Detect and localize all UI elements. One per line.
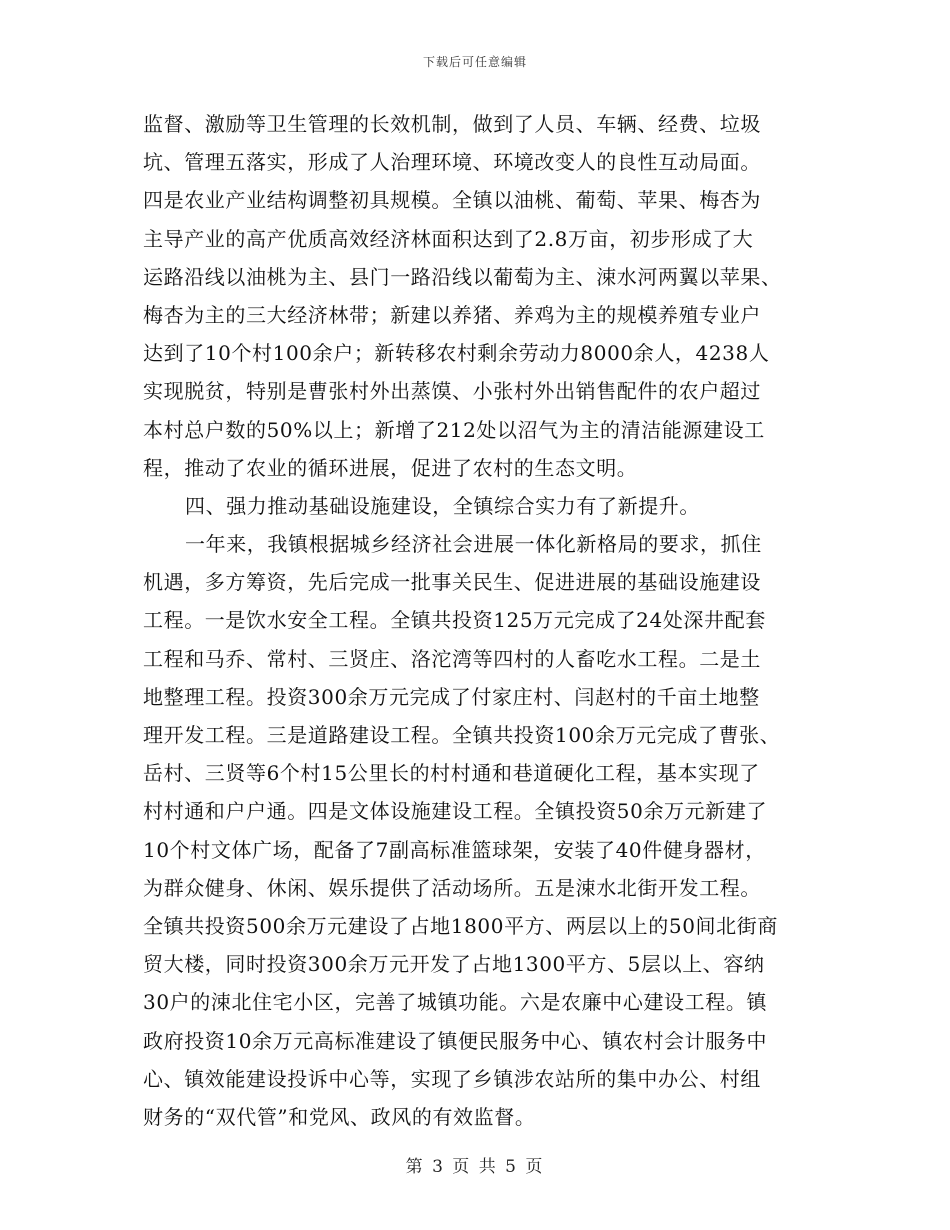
page-header: 下载后可任意编辑 <box>422 55 527 69</box>
body-line-9: 本村总户数的50%以上；新增了212处以沼气为主的清洁能源建设工 <box>143 417 765 442</box>
body-line-5: 运路沿线以油桃为主、县门一路沿线以葡萄为主、涑水河两翼以苹果、 <box>143 264 782 289</box>
body-line-26: 心、镇效能建设投诉中心等，实现了乡镇涉农站所的集中办公、村组 <box>143 1066 761 1091</box>
body-line-6: 梅杏为主的三大经济林带；新建以养猪、养鸡为主的规模养殖专业户 <box>143 302 761 327</box>
body-line-4: 主导产业的高产优质高效经济林面积达到了2.8万亩，初步形成了大 <box>143 226 754 251</box>
body-line-24: 30户的涑北住宅小区，完善了城镇功能。六是农廉中心建设工程。镇 <box>143 990 768 1015</box>
body-line-27: 财务的“双代管”和党风、政风的有效监督。 <box>143 1104 536 1129</box>
body-line-18: 岳村、三贤等6个村15公里长的村村通和巷道硬化工程，基本实现了 <box>143 761 760 786</box>
body-line-19: 村村通和户户通。四是文体设施建设工程。全镇投资50余万元新建了 <box>143 799 768 824</box>
body-line-8: 实现脱贫，特别是曹张村外出蒸馍、小张村外出销售配件的农户超过 <box>143 379 761 404</box>
body-line-16: 地整理工程。投资300余万元完成了付家庄村、闫赵村的千亩土地整 <box>143 684 760 709</box>
document-body <box>143 105 803 1136</box>
body-line-7: 达到了10个村100余户；新转移农村剩余劳动力8000余人，4238人 <box>143 341 770 366</box>
body-line-3: 四是农业产业结构调整初具规模。全镇以油桃、葡萄、苹果、梅杏为 <box>143 188 761 213</box>
body-line-25: 政府投资10余万元高标准建设了镇便民服务中心、镇农村会计服务中 <box>143 1028 768 1053</box>
section-heading: 四、强力推动基础设施建设，全镇综合实力有了新提升。 <box>185 493 700 518</box>
body-line-15: 工程和马乔、常村、三贤庄、洛沱湾等四村的人畜吃水工程。二是土 <box>143 646 761 671</box>
body-line-1: 监督、激励等卫生管理的长效机制，做到了人员、车辆、经费、垃圾 <box>143 112 761 136</box>
body-line-10: 程，推动了农业的循环进展，促进了农村的生态文明。 <box>143 455 638 480</box>
body-line-17: 理开发工程。三是道路建设工程。全镇共投资100余万元完成了曹张、 <box>143 723 781 747</box>
body-line-21: 为群众健身、休闲、娱乐提供了活动场所。五是涑水北街开发工程。 <box>143 875 761 900</box>
paragraph-first-line: 一年来，我镇根据城乡经济社会进展一体化新格局的要求，抓住 <box>185 532 762 557</box>
body-line-23: 贸大楼，同时投资300余万元开发了占地1300平方、5层以上、容纳 <box>143 952 765 977</box>
body-line-13: 机遇，多方筹资，先后完成一批事关民生、促进进展的基础设施建设 <box>143 570 761 595</box>
body-line-2: 坑、管理五落实，形成了人治理环境、环境改变人的良性互动局面。 <box>143 150 761 175</box>
body-line-20: 10个村文体广场，配备了7副高标准篮球架，安装了40件健身器材， <box>143 837 766 862</box>
page-footer: 第 3 页 共 5 页 <box>405 1157 545 1177</box>
body-line-14: 工程。一是饮水安全工程。全镇共投资125万元完成了24处深井配套 <box>143 608 766 633</box>
body-line-22: 全镇共投资500余万元建设了占地1800平方、两层以上的50间北街商 <box>143 913 778 938</box>
